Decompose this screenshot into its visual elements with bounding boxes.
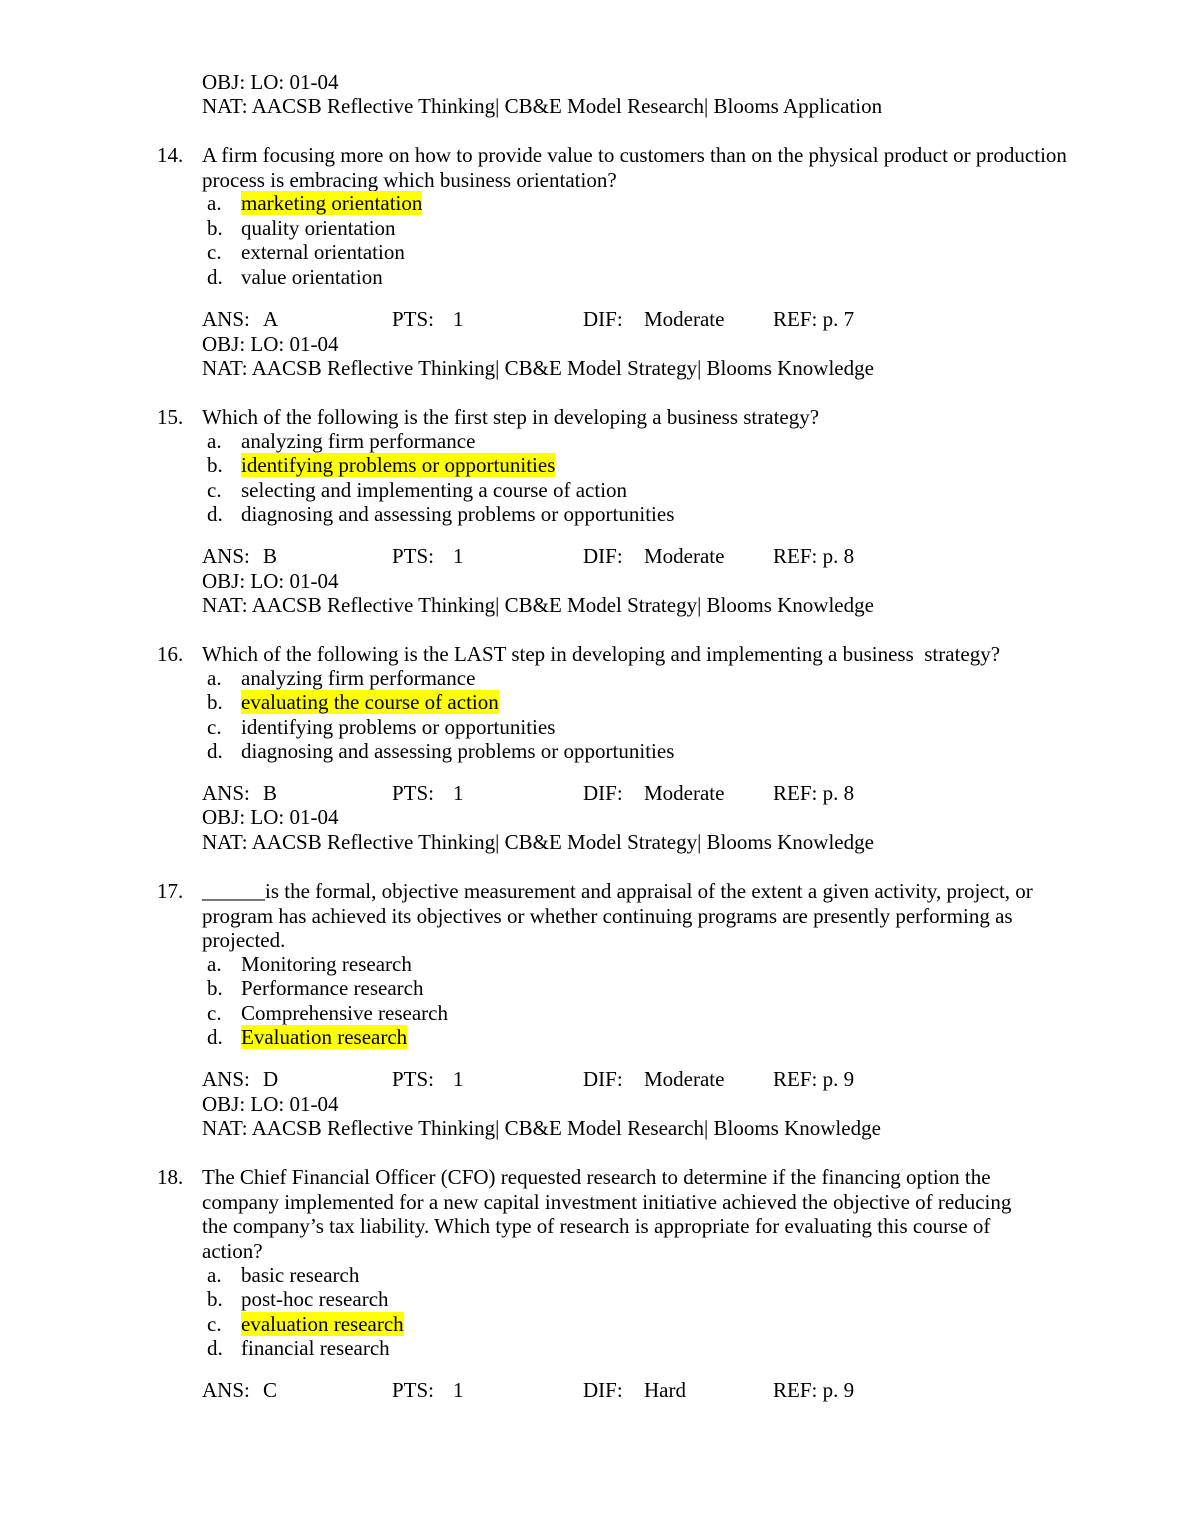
question-text-body: is the formal, objective measurement and appraisal of the extent a given activity, project, or program has achieved its objectives or whether continuing programs are presently performing as projected. xyxy=(202,879,1033,952)
dif-value: Moderate xyxy=(644,544,725,568)
option-letter: b. xyxy=(207,690,223,714)
option-text: post-hoc research xyxy=(241,1287,389,1311)
question-number: 16. xyxy=(157,642,184,666)
pts-value: 1 xyxy=(453,307,464,331)
dif-label: DIF: xyxy=(583,544,623,568)
option-letter: c. xyxy=(207,240,222,264)
pts-label: PTS: xyxy=(392,307,435,331)
pts-value: 1 xyxy=(453,544,464,568)
option-text: identifying problems or opportunities xyxy=(241,715,556,739)
option-letter: b. xyxy=(207,216,223,240)
option-letter: a. xyxy=(207,666,222,690)
option-text: value orientation xyxy=(241,265,383,289)
obj-value: OBJ: LO: 01-04 xyxy=(202,332,339,356)
option-letter: a. xyxy=(207,191,222,215)
option-letter: d. xyxy=(207,739,223,763)
ans-label: ANS: xyxy=(202,307,250,331)
top-nat: NAT: AACSB Reflective Thinking| CB&E Model Research| Blooms Application xyxy=(202,94,883,118)
option-letter: b. xyxy=(207,453,223,477)
ans-value: C xyxy=(263,1378,278,1402)
dif-label: DIF: xyxy=(583,781,623,805)
fill-in-blank: ______ xyxy=(202,879,265,903)
obj-value: OBJ: LO: 01-04 xyxy=(202,1092,339,1116)
option-text: diagnosing and assessing problems or opportunities xyxy=(241,502,675,526)
ans-value: A xyxy=(263,307,279,331)
obj-value: OBJ: LO: 01-04 xyxy=(202,805,339,829)
ans-value: D xyxy=(263,1067,279,1091)
option-text: analyzing firm performance xyxy=(241,429,476,453)
nat-value: NAT: AACSB Reflective Thinking| CB&E Model Research| Blooms Knowledge xyxy=(202,1116,881,1140)
option-letter: b. xyxy=(207,976,223,1000)
question-text: Which of the following is the first step in developing a business strategy? xyxy=(202,405,820,429)
option-letter: c. xyxy=(207,1001,222,1025)
correct-answer-highlight: Evaluation research xyxy=(241,1025,408,1049)
question-text: The Chief Financial Officer (CFO) requested research to determine if the financing option the company implemented for a new capital investment initiative achieved the objective of reducing the company’s tax liability. Which type of research is appropriate for evaluating this course of action? xyxy=(202,1165,1012,1263)
top-obj: OBJ: LO: 01-04 xyxy=(202,70,339,94)
ref-value: REF: p. 8 xyxy=(773,544,855,568)
ans-label: ANS: xyxy=(202,1067,250,1091)
dif-value: Hard xyxy=(644,1378,686,1402)
pts-label: PTS: xyxy=(392,781,435,805)
question-number: 18. xyxy=(157,1165,184,1189)
dif-value: Moderate xyxy=(644,1067,725,1091)
option-text: selecting and implementing a course of action xyxy=(241,478,628,502)
correct-answer-highlight: marketing orientation xyxy=(241,191,423,215)
ref-value: REF: p. 8 xyxy=(773,781,855,805)
option-letter: a. xyxy=(207,429,222,453)
obj-value: OBJ: LO: 01-04 xyxy=(202,569,339,593)
ans-label: ANS: xyxy=(202,544,250,568)
option-text: quality orientation xyxy=(241,216,396,240)
option-text: Performance research xyxy=(241,976,424,1000)
ans-value: B xyxy=(263,544,278,568)
option-letter: a. xyxy=(207,1263,222,1287)
question-number: 17. xyxy=(157,879,184,903)
dif-value: Moderate xyxy=(644,307,725,331)
option-letter: c. xyxy=(207,1312,222,1336)
pts-label: PTS: xyxy=(392,1378,435,1402)
nat-value: NAT: AACSB Reflective Thinking| CB&E Model Strategy| Blooms Knowledge xyxy=(202,830,874,854)
option-text: diagnosing and assessing problems or opportunities xyxy=(241,739,675,763)
option-letter: d. xyxy=(207,1336,223,1360)
pts-label: PTS: xyxy=(392,1067,435,1091)
dif-label: DIF: xyxy=(583,307,623,331)
option-letter: c. xyxy=(207,715,222,739)
dif-value: Moderate xyxy=(644,781,725,805)
option-letter: b. xyxy=(207,1287,223,1311)
dif-label: DIF: xyxy=(583,1067,623,1091)
pts-label: PTS: xyxy=(392,544,435,568)
pts-value: 1 xyxy=(453,781,464,805)
question-text xyxy=(202,879,1047,953)
pts-value: 1 xyxy=(453,1067,464,1091)
option-text: basic research xyxy=(241,1263,360,1287)
option-letter: d. xyxy=(207,502,223,526)
question-number: 15. xyxy=(157,405,184,429)
dif-label: DIF: xyxy=(583,1378,623,1402)
nat-value: NAT: AACSB Reflective Thinking| CB&E Model Strategy| Blooms Knowledge xyxy=(202,356,874,380)
question-number: 14. xyxy=(157,143,184,167)
ref-value: REF: p. 7 xyxy=(773,307,855,331)
option-text: Monitoring research xyxy=(241,952,412,976)
question-text: Which of the following is the LAST step in developing and implementing a business strategy? xyxy=(202,642,1001,666)
option-letter: a. xyxy=(207,952,222,976)
ans-label: ANS: xyxy=(202,1378,250,1402)
option-text: Comprehensive research xyxy=(241,1001,448,1025)
ans-value: B xyxy=(263,781,278,805)
nat-value: NAT: AACSB Reflective Thinking| CB&E Model Strategy| Blooms Knowledge xyxy=(202,593,874,617)
option-text: analyzing firm performance xyxy=(241,666,476,690)
ref-value: REF: p. 9 xyxy=(773,1378,855,1402)
ref-value: REF: p. 9 xyxy=(773,1067,855,1091)
option-text: financial research xyxy=(241,1336,390,1360)
option-letter: c. xyxy=(207,478,222,502)
question-text: A firm focusing more on how to provide value to customers than on the physical product or production process is embracing which business orientation? xyxy=(202,143,1067,192)
correct-answer-highlight: identifying problems or opportunities xyxy=(241,453,556,477)
option-text: external orientation xyxy=(241,240,405,264)
correct-answer-highlight: evaluation research xyxy=(241,1312,404,1336)
ans-label: ANS: xyxy=(202,781,250,805)
option-letter: d. xyxy=(207,1025,223,1049)
pts-value: 1 xyxy=(453,1378,464,1402)
option-letter: d. xyxy=(207,265,223,289)
correct-answer-highlight: evaluating the course of action xyxy=(241,690,499,714)
